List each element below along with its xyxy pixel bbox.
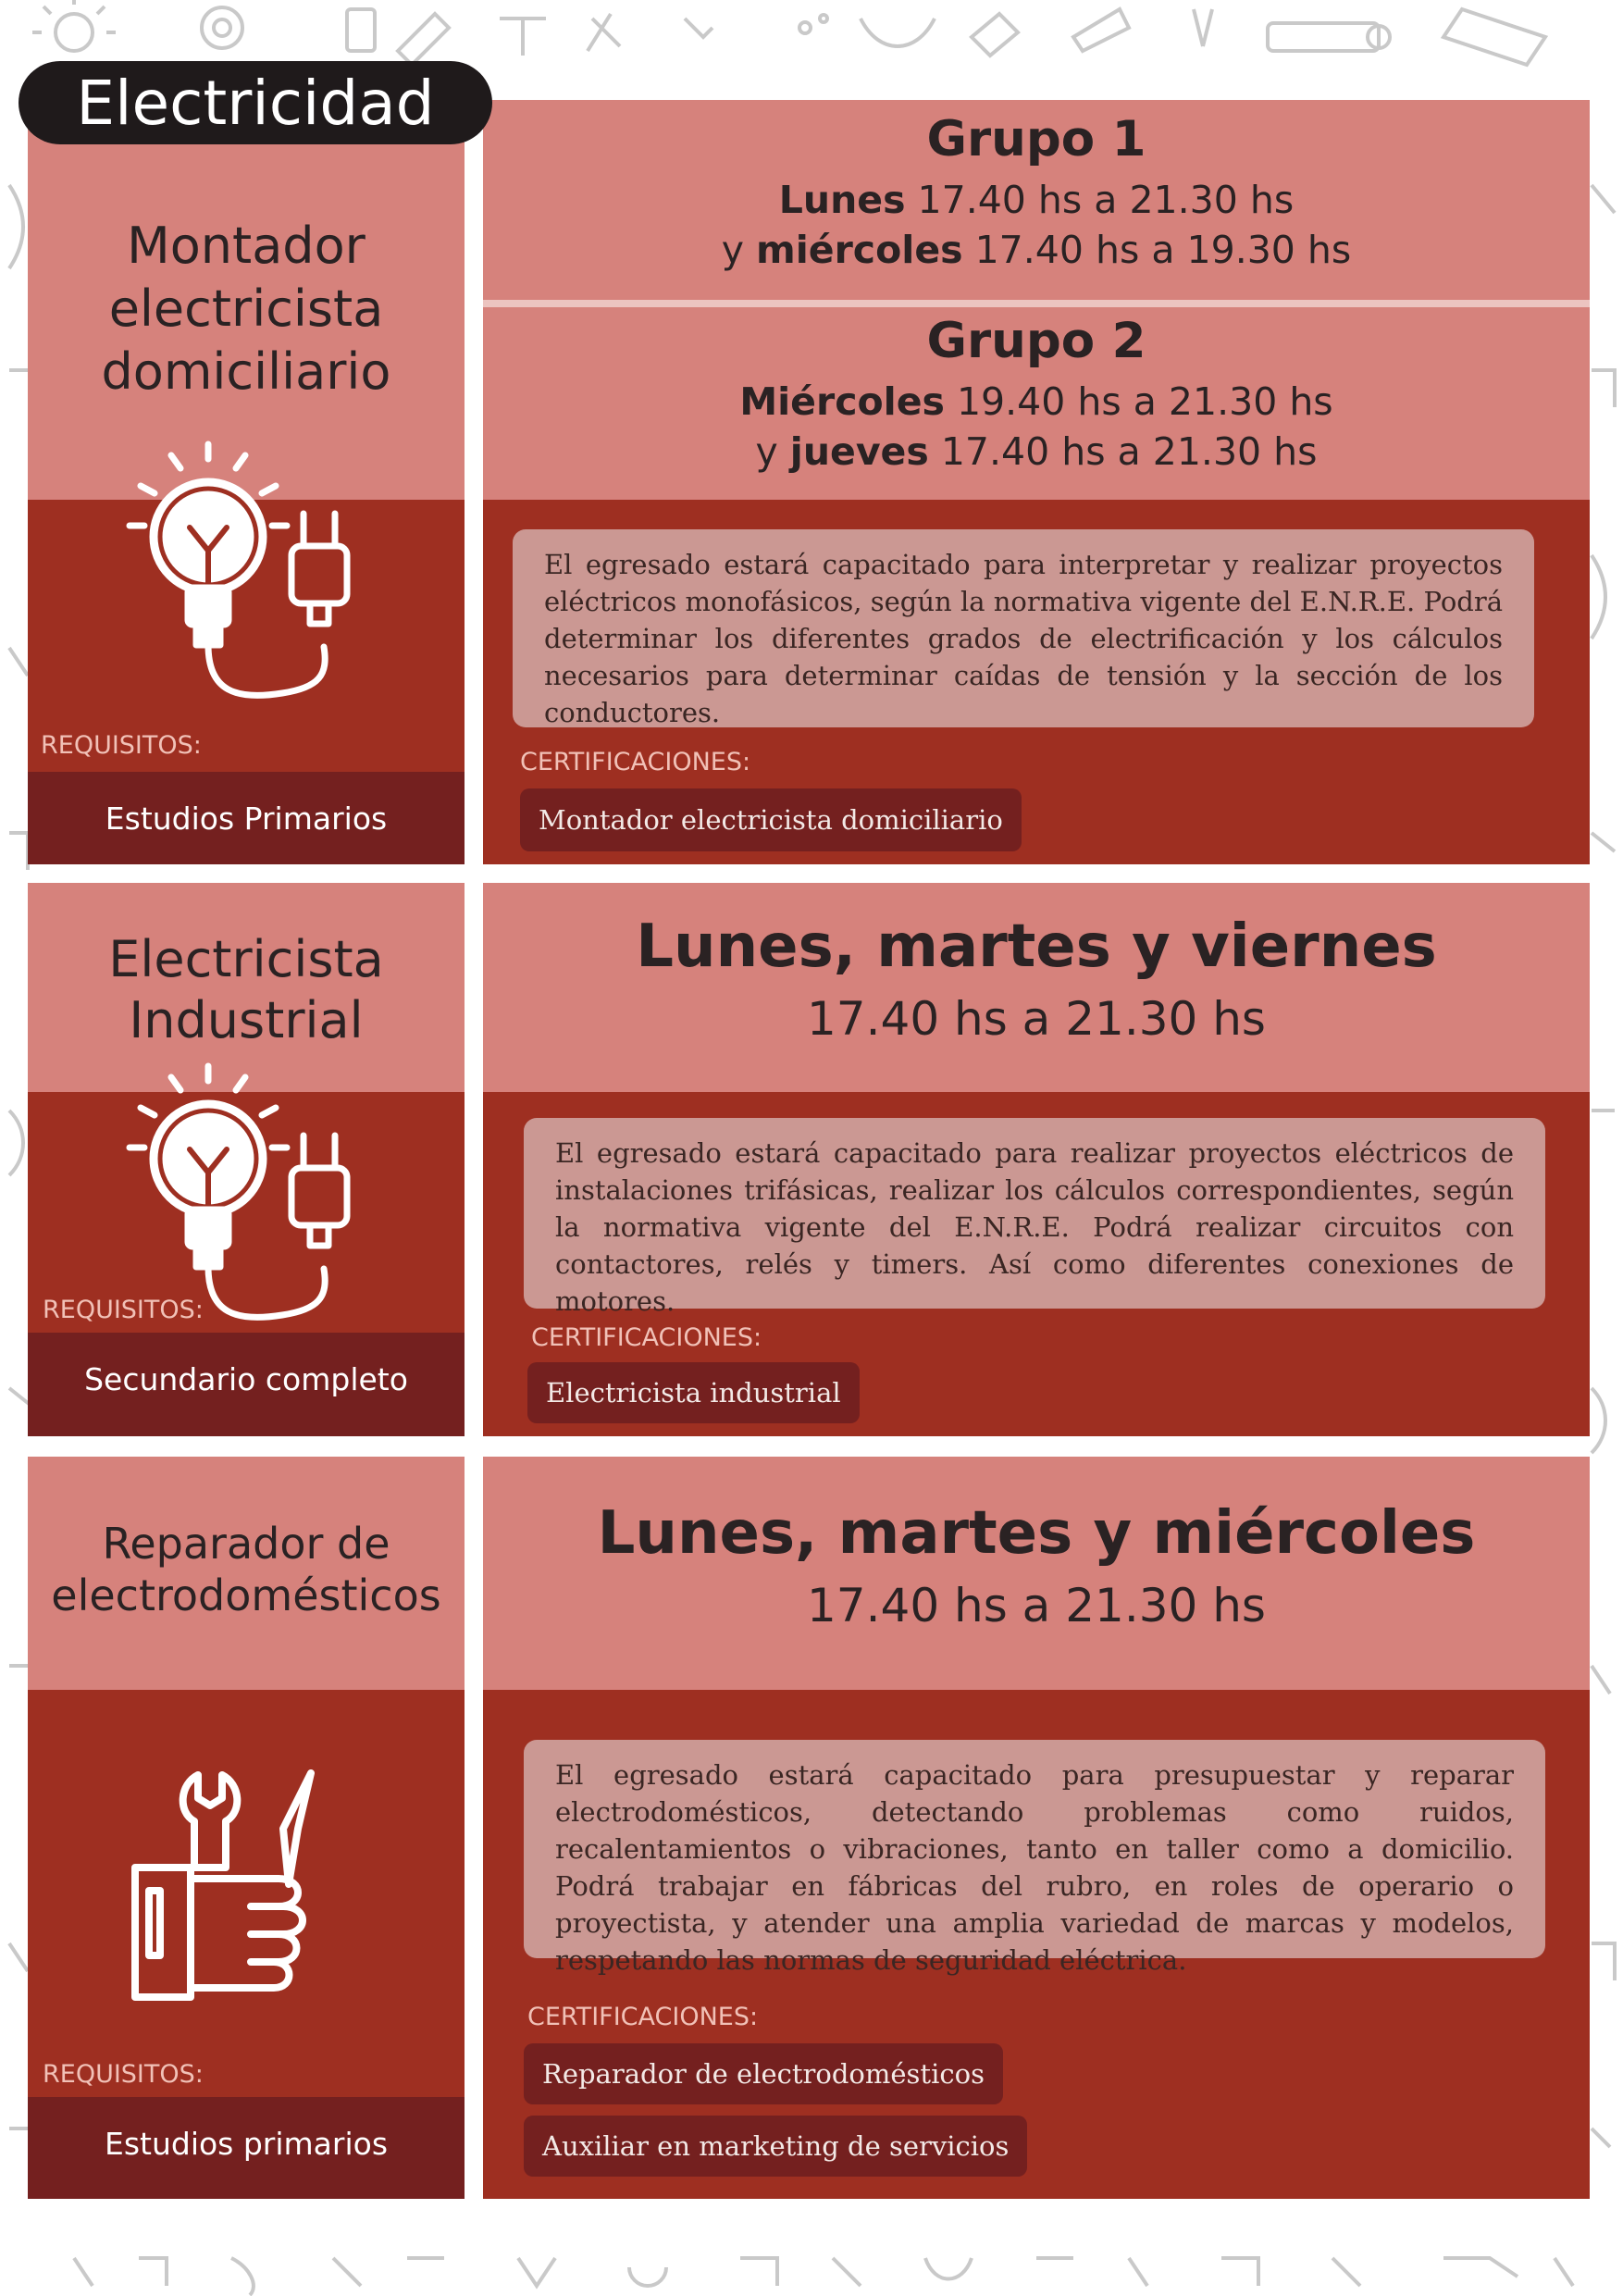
course-3-certifications-label: CERTIFICACIONES: [527,2003,759,2031]
course-2-schedule [483,912,1590,1046]
schedule-days: Lunes, martes y miércoles [597,1499,1476,1568]
course-2-requirements: Secundario completo [84,1360,408,1397]
schedule-days: Lunes, martes y viernes [636,912,1437,981]
course-1-name [28,215,465,403]
day-bold: Miércoles [739,379,945,424]
group-schedule-line [483,225,1590,275]
group-title: Grupo 2 [926,313,1146,369]
course-2-name-line: Industrial [129,991,364,1049]
course-1-requirements-label: REQUISITOS: [41,731,202,760]
group-divider [483,300,1590,307]
course-3-name [28,1518,465,1621]
day-bold: Lunes [778,178,906,222]
course-1-requirements: Estudios Primarios [105,800,388,837]
section-title: Electricidad [76,67,435,139]
hours: 17.40 hs a 21.30 hs [905,178,1295,222]
schedule-hours: 17.40 hs a 21.30 hs [807,992,1266,1046]
day-bold: jueves [789,429,929,474]
course-1-name-line: electricista [108,279,384,338]
day-bold: miércoles [756,228,963,272]
course-1-name-line: Montador [127,217,365,275]
hand-wrench-screwdriver-icon [126,1766,357,2006]
course-1-group-2 [483,313,1590,477]
course-1-group-1 [483,111,1590,275]
course-2-name [28,929,465,1051]
schedule-hours: 17.40 hs a 21.30 hs [807,1579,1266,1632]
course-3-requirements: Estudios primarios [104,2125,389,2162]
course-3-schedule [483,1499,1590,1632]
course-3-certification: Reparador de electrodomésticos [524,2043,1003,2104]
course-1-description: El egresado estará capacitado para interpretar y realizar proyectos eléctricos monofásicos, según la normativa vigente del E.N.R.E. Podrá determinar los diferentes grados de electrificación y los cálculos necesarios para determinar caídas de tensión y la sección de los conductores. [513,529,1534,727]
lightbulb-plug-icon [120,435,370,703]
group-schedule-line [483,427,1590,477]
conjunction: y [755,429,790,474]
course-2-requirements-label: REQUISITOS: [43,1296,204,1324]
course-3-requirements-label: REQUISITOS: [43,2060,204,2089]
course-3-description: El egresado estará capacitado para presupuestar y reparar electrodomésticos, detectando problemas como ruidos, recalentamientos o vibraciones, tanto en taller como a domicilio. Podrá trabajar en fábricas del rubro, en roles de operario o proyectista, y atender una amplia variedad de marcas y modelos, respetando las normas de seguridad eléctrica. [524,1740,1545,1958]
conjunction: y [721,228,756,272]
course-3-name-line: electrodomésticos [51,1570,441,1620]
group-title: Grupo 1 [926,111,1146,168]
group-schedule-line [483,175,1590,225]
course-1-certification: Montador electricista domiciliario [520,788,1022,851]
section-title-pill [19,61,492,144]
group-schedule-line [483,377,1590,427]
course-1-name-line: domiciliario [101,342,391,401]
course-2-description: El egresado estará capacitado para realizar proyectos eléctricos de instalaciones trifásicas, realizar los cálculos correspondientes, según la normativa vigente del E.N.R.E. Podrá realizar circuitos con contactores, relés y timers. Así como diferentes conexiones de motores. [524,1118,1545,1309]
hours: 17.40 hs a 21.30 hs [928,429,1318,474]
course-2-name-line: Electricista [108,930,384,988]
course-2-certification: Electricista industrial [527,1362,860,1423]
course-1-certifications-label: CERTIFICACIONES: [520,748,751,776]
hours: 19.40 hs a 21.30 hs [944,379,1333,424]
course-3-certification: Auxiliar en marketing de servicios [524,2116,1027,2177]
course-3-name-line: Reparador de [102,1519,390,1569]
hours: 17.40 hs a 19.30 hs [962,228,1352,272]
lightbulb-plug-icon [120,1057,370,1325]
course-2-certifications-label: CERTIFICACIONES: [531,1323,762,1352]
